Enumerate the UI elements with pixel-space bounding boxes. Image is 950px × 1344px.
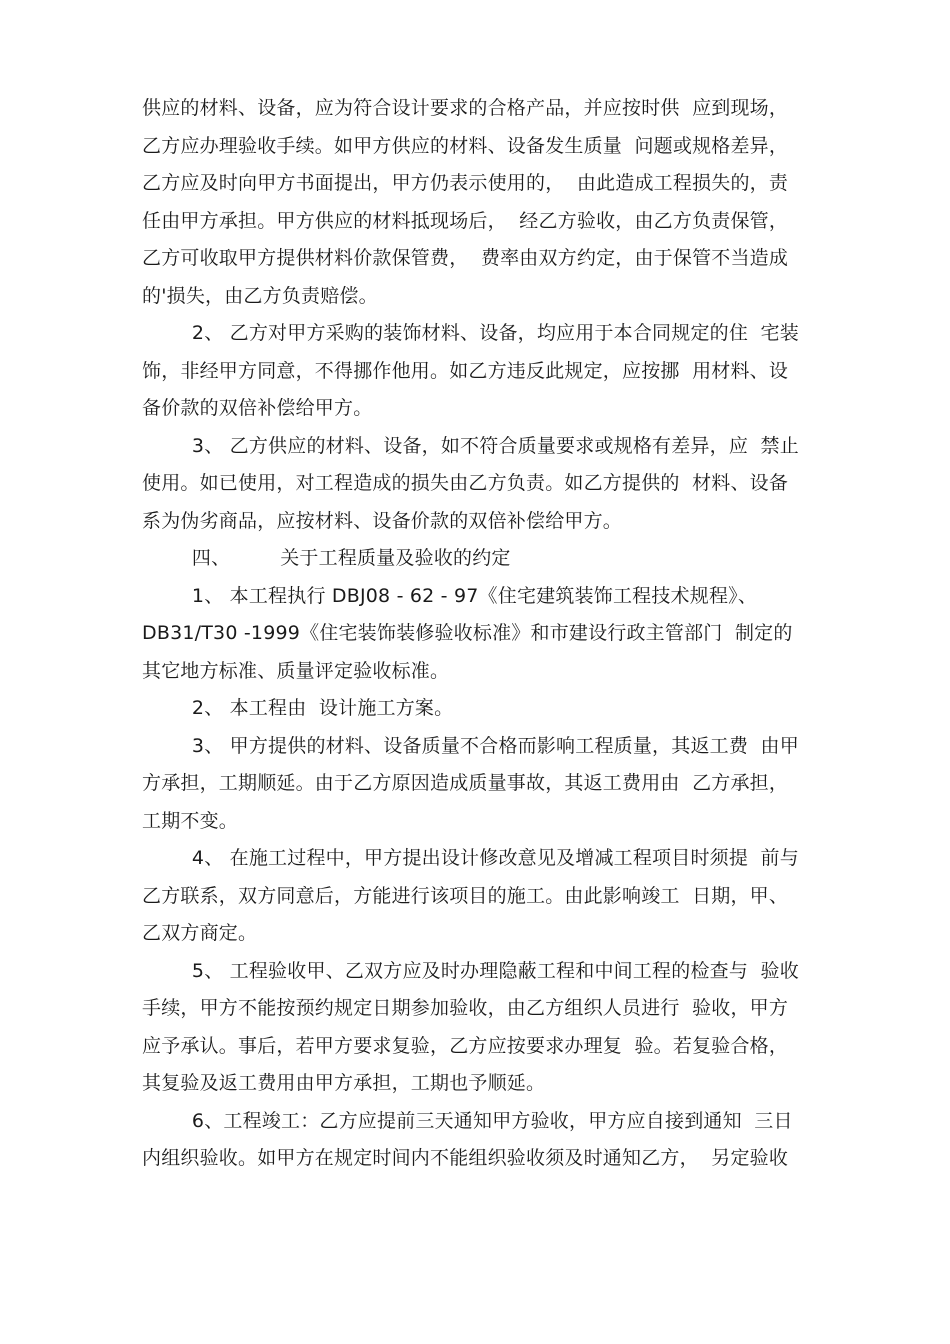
section-heading: 四、 关于工程质量及验收的约定 [142, 547, 511, 569]
text-line: 3、 甲方提供的材料、设备质量不合格而影响工程质量，其返工费 由甲 [142, 734, 799, 757]
text-line: 备价款的双倍补偿给甲方。 [142, 397, 373, 419]
document-body [142, 90, 832, 1178]
text-line: 1、 本工程执行 DBJ08 - 62 - 97《住宅建筑装饰工程技术规程》、 [142, 584, 758, 607]
text-line: 乙方可收取甲方提供材料价款保管费， 费率由双方约定，由于保管不当造成 [142, 247, 789, 269]
text-line: 3、 乙方供应的材料、设备，如不符合质量要求或规格有差异，应 禁止 [142, 434, 799, 457]
text-line: 手续，甲方不能按预约规定日期参加验收，由乙方组织人员进行 验收，甲方 [142, 997, 789, 1019]
text-line: 其它地方标准、质量评定验收标准。 [142, 659, 450, 682]
text-line: 应予承认。事后，若甲方要求复验，乙方应按要求办理复 验。若复验合格， [142, 1034, 789, 1057]
text-line: 其复验及返工费用由甲方承担，工期也予顺延。 [142, 1072, 546, 1094]
text-line: 5、 工程验收甲、乙双方应及时办理隐蔽工程和中间工程的检查与 验收 [142, 959, 799, 982]
text-line: 方承担，工期顺延。由于乙方原因造成质量事故，其返工费用由 乙方承担， [142, 772, 789, 794]
text-line: DB31/T30 -1999《住宅装饰装修验收标准》和市建设行政主管部门 制定的 [142, 622, 793, 644]
text-line: 2、 本工程由 设计施工方案。 [142, 697, 454, 719]
text-line: 6、工程竣工：乙方应提前三天通知甲方验收，甲方应自接到通知 三日 [142, 1109, 793, 1132]
text-line: 2、 乙方对甲方采购的装饰材料、设备，均应用于本合同规定的住 宅装 [142, 322, 799, 344]
text-line: 4、 在施工过程中，甲方提出设计修改意见及增减工程项目时须提 前与 [142, 847, 799, 869]
text-line: 供应的材料、设备，应为符合设计要求的合格产品，并应按时供 应到现场， [142, 97, 789, 119]
text-line: 系为伪劣商品，应按材料、设备价款的双倍补偿给甲方。 [142, 509, 623, 532]
text-line: 乙方联系，双方同意后，方能进行该项目的施工。由此影响竣工 日期，甲、 [142, 884, 789, 907]
text-line: 乙方应办理验收手续。如甲方供应的材料、设备发生质量 问题或规格差异， [142, 134, 789, 157]
text-line: 饰，非经甲方同意，不得挪作他用。如乙方违反此规定，应按挪 用材料、设 [142, 359, 789, 382]
text-line: 乙方应及时向甲方书面提出，甲方仍表示使用的， 由此造成工程损失的，责 [142, 172, 789, 194]
text-line: 任由甲方承担。甲方供应的材料抵现场后， 经乙方验收，由乙方负责保管， [142, 209, 789, 232]
text-line: 工期不变。 [142, 809, 239, 832]
text-line: 的'损失，由乙方负责赔偿。 [142, 284, 378, 307]
text-line: 内组织验收。如甲方在规定时间内不能组织验收须及时通知乙方， 另定验收 [142, 1147, 789, 1169]
text-line: 乙双方商定。 [142, 922, 258, 944]
text-line: 使用。如已使用，对工程造成的损失由乙方负责。如乙方提供的 材料、设备 [142, 472, 789, 494]
